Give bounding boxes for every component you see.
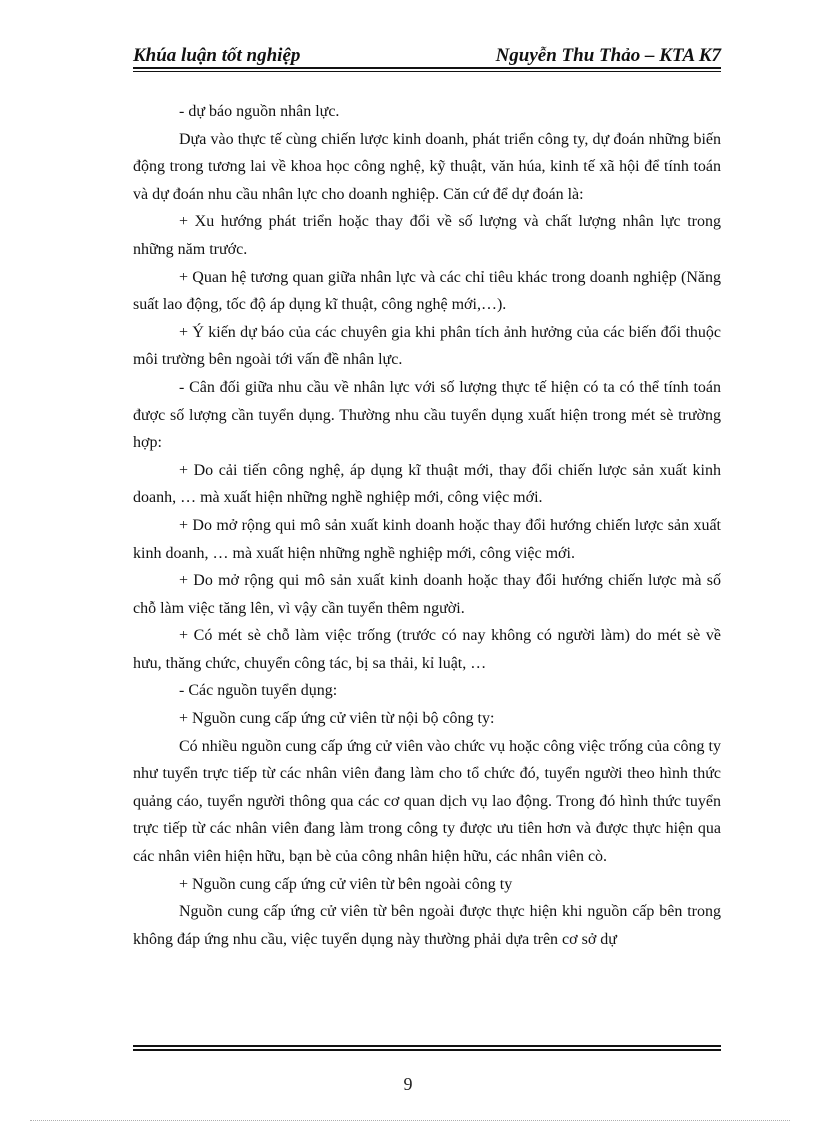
page-number: 9: [403, 1074, 413, 1094]
paragraph: + Nguồn cung cấp ứng cử viên từ nội bộ công ty:: [179, 710, 495, 728]
footer-divider-second: [133, 1049, 721, 1051]
paragraph: + Do mở rộng qui mô sản xuất kinh doanh hoặc thay đổi hướng chiến lược sản xuất kinh doanh, … mà xuất hiện những nghề nghiệp mới, công việc mới.: [133, 516, 721, 562]
paragraph: + Ý kiến dự báo của các chuyên gia khi phân tích ảnh hưởng của các biến đổi thuộc môi trường bên ngoài tới vấn đề nhân lực.: [133, 323, 721, 369]
paragraph: + Quan hệ tương quan giữa nhân lực và các chỉ tiêu khác trong doanh nghiệp (Năng suất lao động, tốc độ áp dụng kĩ thuật, công nghệ mới,…).: [133, 268, 721, 314]
header-author: Nguyễn Thu Thảo – KTA K7: [495, 45, 721, 66]
header-divider: [133, 67, 721, 69]
paragraph: + Có mét sè chỗ làm việc trống (trước có nay không có người làm) do mét sè về hưu, thăng chức, chuyển công tác, bị sa thải, kỉ luật, …: [133, 627, 721, 672]
paragraph: + Nguồn cung cấp ứng cử viên từ bên ngoài công ty: [179, 875, 513, 893]
header-divider-thin: [133, 71, 721, 72]
paragraph: + Do mở rộng qui mô sản xuất kinh doanh hoặc thay đổi hướng chiến lược mà số chỗ làm việc tăng lên, vì vậy cần tuyển thêm người.: [133, 572, 721, 617]
paragraph: - dự báo nguồn nhân lực.: [179, 103, 340, 120]
page-header: [133, 44, 721, 68]
paragraph: + Xu hướng phát triển hoặc thay đổi về số lượng và chất lượng nhân lực trong những năm trước.: [133, 213, 721, 258]
header-thesis-title: Khúa luận tốt nghiệp: [133, 45, 301, 66]
paragraph: Nguồn cung cấp ứng cử viên từ bên ngoài được thực hiện khi nguồn cấp bên trong không đáp ứng nhu cầu, việc tuyển dụng này thường phải dựa trên cơ sở dự: [133, 903, 721, 948]
page-edge-dotted-line: [30, 1120, 790, 1121]
paragraph: - Các nguồn tuyển dụng:: [179, 682, 338, 700]
paragraph: + Do cải tiến công nghệ, áp dụng kĩ thuật mới, thay đổi chiến lược sản xuất kinh doanh, … mà xuất hiện những nghề nghiệp mới, công việc mới.: [133, 461, 721, 507]
footer-divider: [133, 1045, 721, 1047]
body-text: [133, 98, 721, 953]
paragraph: Có nhiều nguồn cung cấp ứng cử viên vào chức vụ hoặc công việc trống của công ty như tuyển trực tiếp từ các nhân viên đang làm cho tổ chức đó, tuyển người theo hình thức quảng cáo, tuyển người thông qua các cơ quan dịch vụ lao động. Trong đó hình thức tuyển trực tiếp từ các nhân viên đang làm trong công ty được ưu tiên hơn và được thực hiện qua các nhân viên hiện hữu, bạn bè của công nhân hiện hữu, các nhân viên cò.: [133, 737, 721, 866]
paragraph: Dựa vào thực tế cùng chiến lược kinh doanh, phát triển công ty, dự đoán những biến động trong tương lai về khoa học công nghệ, kỹ thuật, văn húa, kinh tế xã hội để tính toán và dự đoán nhu cầu nhân lực cho doanh nghiệp. Căn cứ để dự đoán là:: [133, 130, 721, 203]
paragraph: - Cân đối giữa nhu cầu về nhân lực với số lượng thực tế hiện có ta có thể tính toán được số lượng cần tuyển dụng. Thường nhu cầu tuyển dụng xuất hiện trong mét sè trường hợp:: [133, 378, 721, 452]
